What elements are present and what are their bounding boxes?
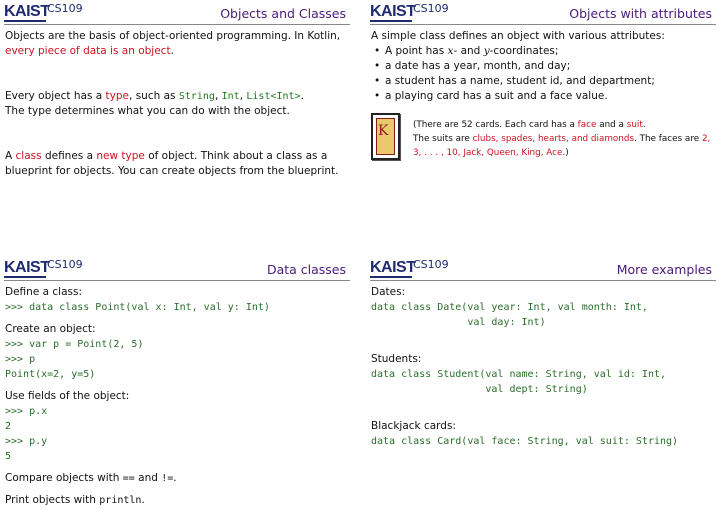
card-note: (There are 52 cards. Each card has a face and a suit. The suits are clubs, spades, hearts, and diamonds. The faces are 2, 3, . . . , 10, Jack, Queen, King, Ace.) [413, 120, 711, 158]
attribute-list [371, 44, 714, 104]
logo-underline [370, 20, 412, 22]
header-rule [4, 24, 350, 25]
intro-text: A simple class defines an object with various attributes: [371, 30, 665, 42]
course-code: CS109 [413, 258, 449, 271]
compare-text: Compare objects with == and !=. [5, 472, 177, 484]
list-item: • A point has x- and y-coordinates; [385, 44, 714, 59]
heading-students: Students: [371, 353, 422, 365]
heading-dates: Dates: [371, 286, 406, 298]
code-create: >>> var p = Point(2, 5) >>> p Point(x=2, y=5) [5, 339, 144, 380]
logo-underline [4, 20, 46, 22]
slide-header [366, 256, 720, 282]
slide-body [371, 285, 720, 449]
kaist-logo: KAIST [4, 259, 50, 276]
slide-title: Data classes [266, 262, 346, 277]
slide-data-classes [0, 256, 354, 506]
list-item: • a playing card has a suit and a face value. [385, 89, 714, 104]
list-item: • a student has a name, student id, and department; [385, 74, 714, 89]
label-fields: Use fields of the object: [5, 390, 130, 402]
heading-blackjack: Blackjack cards: [371, 420, 456, 432]
kaist-logo: KAIST [370, 3, 416, 20]
slide-body [5, 285, 348, 508]
slide-title: More examples [616, 262, 712, 277]
slide-objects-with-attributes [366, 0, 720, 250]
list-item: • a date has a year, month, and day; [385, 59, 714, 74]
slide-objects-and-classes [0, 0, 354, 250]
paragraph-objects: Objects are the basis of object-oriented programming. In Kotlin, every piece of data is an object. [5, 30, 341, 57]
logo-underline [4, 276, 46, 278]
code-fields: >>> p.x 2 >>> p.y 5 [5, 406, 48, 462]
course-code: CS109 [47, 2, 83, 15]
header-rule [370, 24, 716, 25]
slide-more-examples [366, 256, 720, 506]
kaist-logo: KAIST [4, 3, 50, 20]
logo-underline [370, 276, 412, 278]
emphasis-text: every piece of data is an object [5, 45, 171, 57]
slide-title: Objects and Classes [220, 6, 346, 21]
code-student-class: data class Student(val name: String, val id: Int, val dept: String) [371, 369, 667, 395]
slide-body [5, 29, 348, 179]
slide-header [0, 0, 354, 26]
code-define: >>> data class Point(val x: Int, val y: Int) [5, 302, 270, 313]
header-rule [370, 280, 716, 281]
code-card-class: data class Card(val face: String, val suit: String) [371, 436, 679, 447]
label-define: Define a class: [5, 286, 82, 298]
slide-header [0, 256, 354, 282]
playing-card-image [371, 113, 400, 160]
slide-header [366, 0, 720, 26]
paragraph-types: Every object has a type, such as String, Int, List<Int>. The type determines what you can do with the object. [5, 90, 304, 117]
print-text: Print objects with println. [5, 494, 145, 506]
course-code: CS109 [413, 2, 449, 15]
code-date-class: data class Date(val year: Int, val month: Int, val day: Int) [371, 302, 648, 328]
card-king-glyph: K [378, 123, 389, 139]
slide-body [371, 29, 714, 104]
paragraph-class: A class defines a new type of object. Think about a class as a blueprint for objects. You can create objects from the blueprint. [5, 150, 339, 177]
header-rule [4, 280, 350, 281]
label-create: Create an object: [5, 323, 96, 335]
slide-title: Objects with attributes [569, 6, 712, 21]
kaist-logo: KAIST [370, 259, 416, 276]
course-code: CS109 [47, 258, 83, 271]
